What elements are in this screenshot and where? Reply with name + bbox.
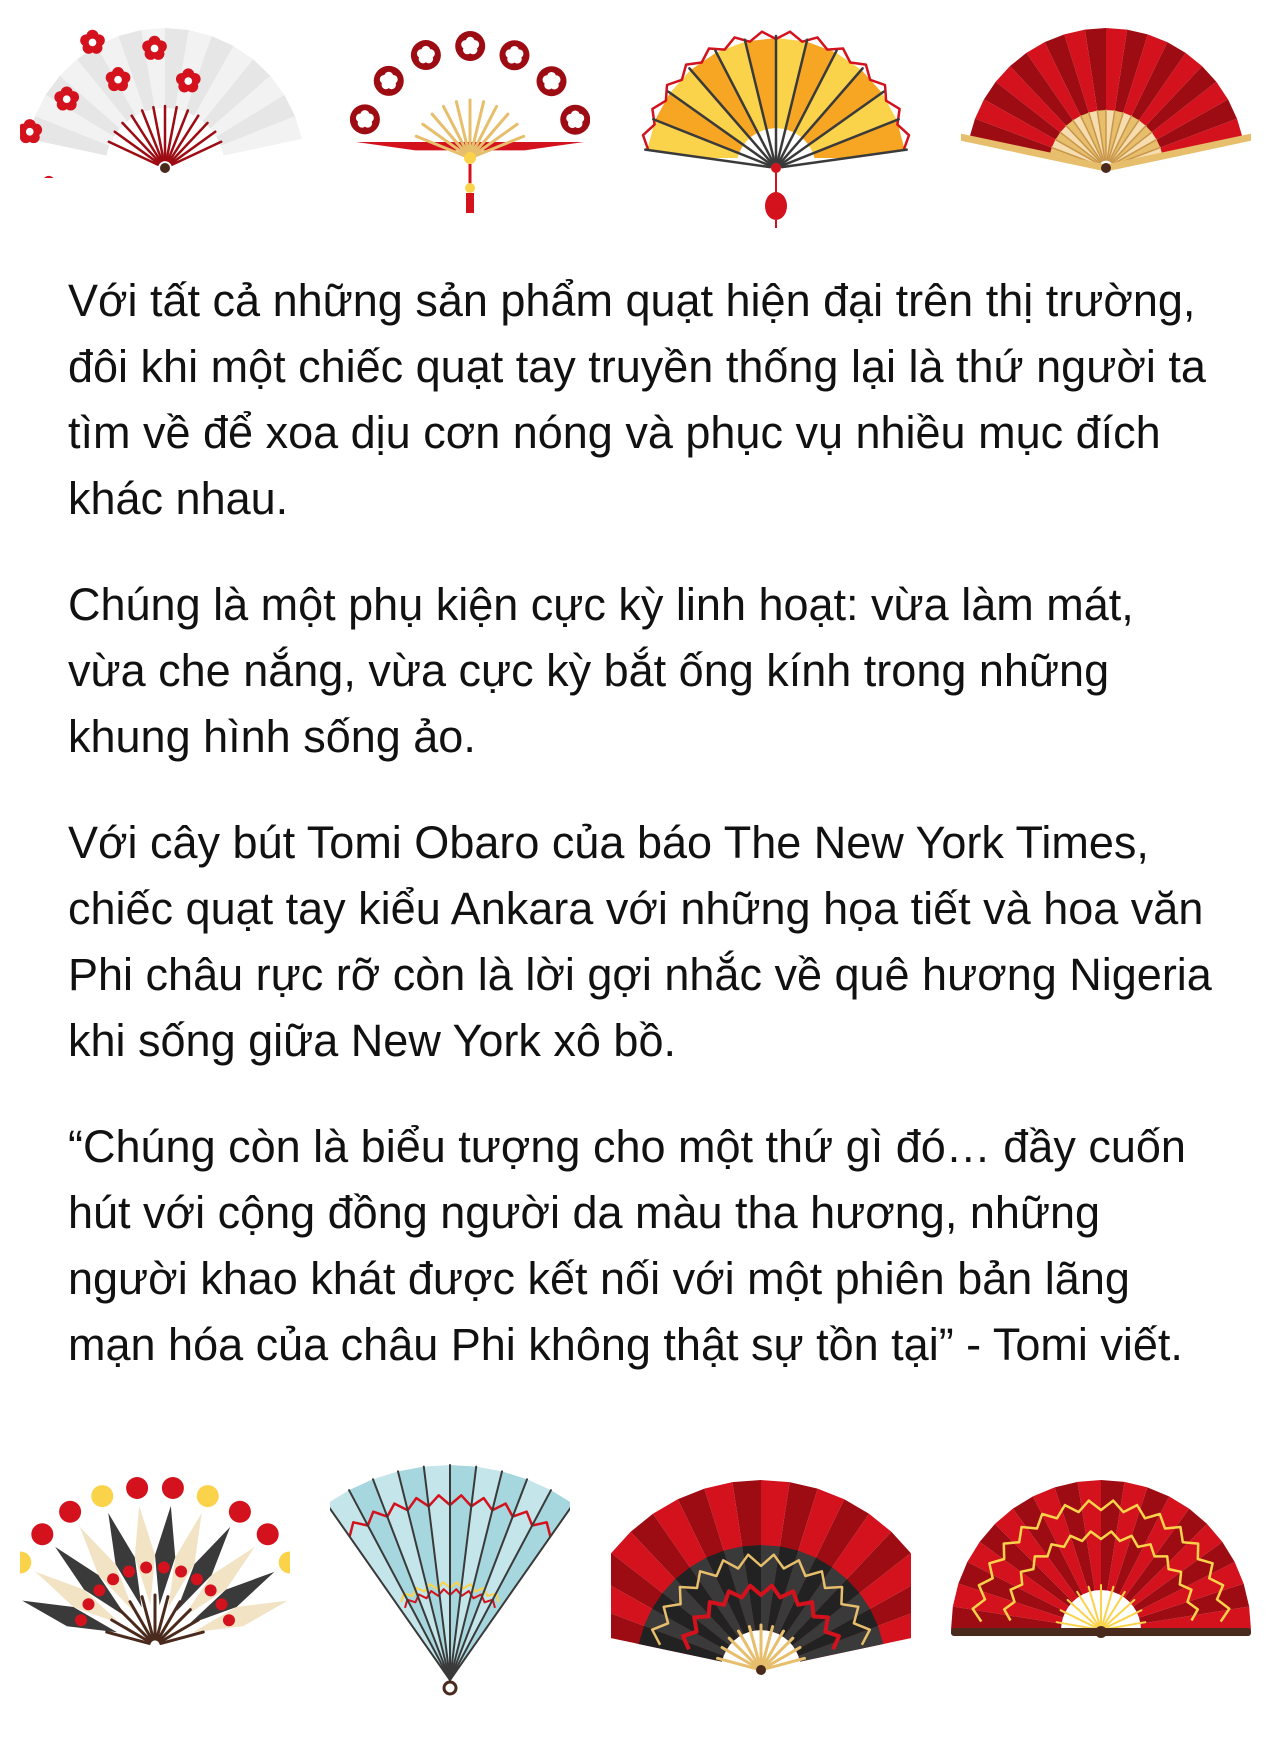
- fan-plum-blossom-icon: [20, 18, 310, 178]
- fan-teal-wave-icon: [330, 1450, 570, 1720]
- fan-red-pleated-icon: [961, 18, 1251, 188]
- fan-red-gold-icon: [951, 1450, 1251, 1650]
- bottom-fan-decoration-row: [0, 1450, 1271, 1730]
- paragraph-4: “Chúng còn là biểu tượng cho một thứ gì đó… đầy cuốn hút với cộng đồng người da màu tha hương, những người khao khát được kết nối với một phiên bản lãng mạn hóa của châu Phi không thật sự tồn tại” - Tomi viết.: [68, 1121, 1186, 1370]
- top-fan-decoration-row: [0, 18, 1271, 248]
- paragraph-3: Với cây bút Tomi Obaro của báo The New York Times, chiếc quạt tay kiểu Ankara với những họa tiết và hoa văn Phi châu rực rỡ còn là lời gợi nhắc về quê hương Nigeria khi sống giữa New York xô bồ.: [68, 817, 1212, 1066]
- article-body: [68, 268, 1218, 1418]
- paragraph-2: Chúng là một phụ kiện cực kỳ linh hoạt: vừa làm mát, vừa che nắng, vừa cực kỳ bắt ống kính trong những khung hình sống ảo.: [68, 579, 1134, 762]
- fan-black-red-zigzag-icon: [611, 1450, 911, 1700]
- paragraph-1: Với tất cả những sản phẩm quạt hiện đại trên thị trường, đôi khi một chiếc quạt tay truyền thống lại là thứ người ta tìm về để xoa dịu cơn nóng và phục vụ nhiều mục đích khác nhau.: [68, 275, 1206, 524]
- fan-red-flower-icon: [350, 18, 590, 218]
- fan-polka-dot-icon: [20, 1450, 290, 1690]
- fan-orange-lantern-icon: [631, 18, 921, 228]
